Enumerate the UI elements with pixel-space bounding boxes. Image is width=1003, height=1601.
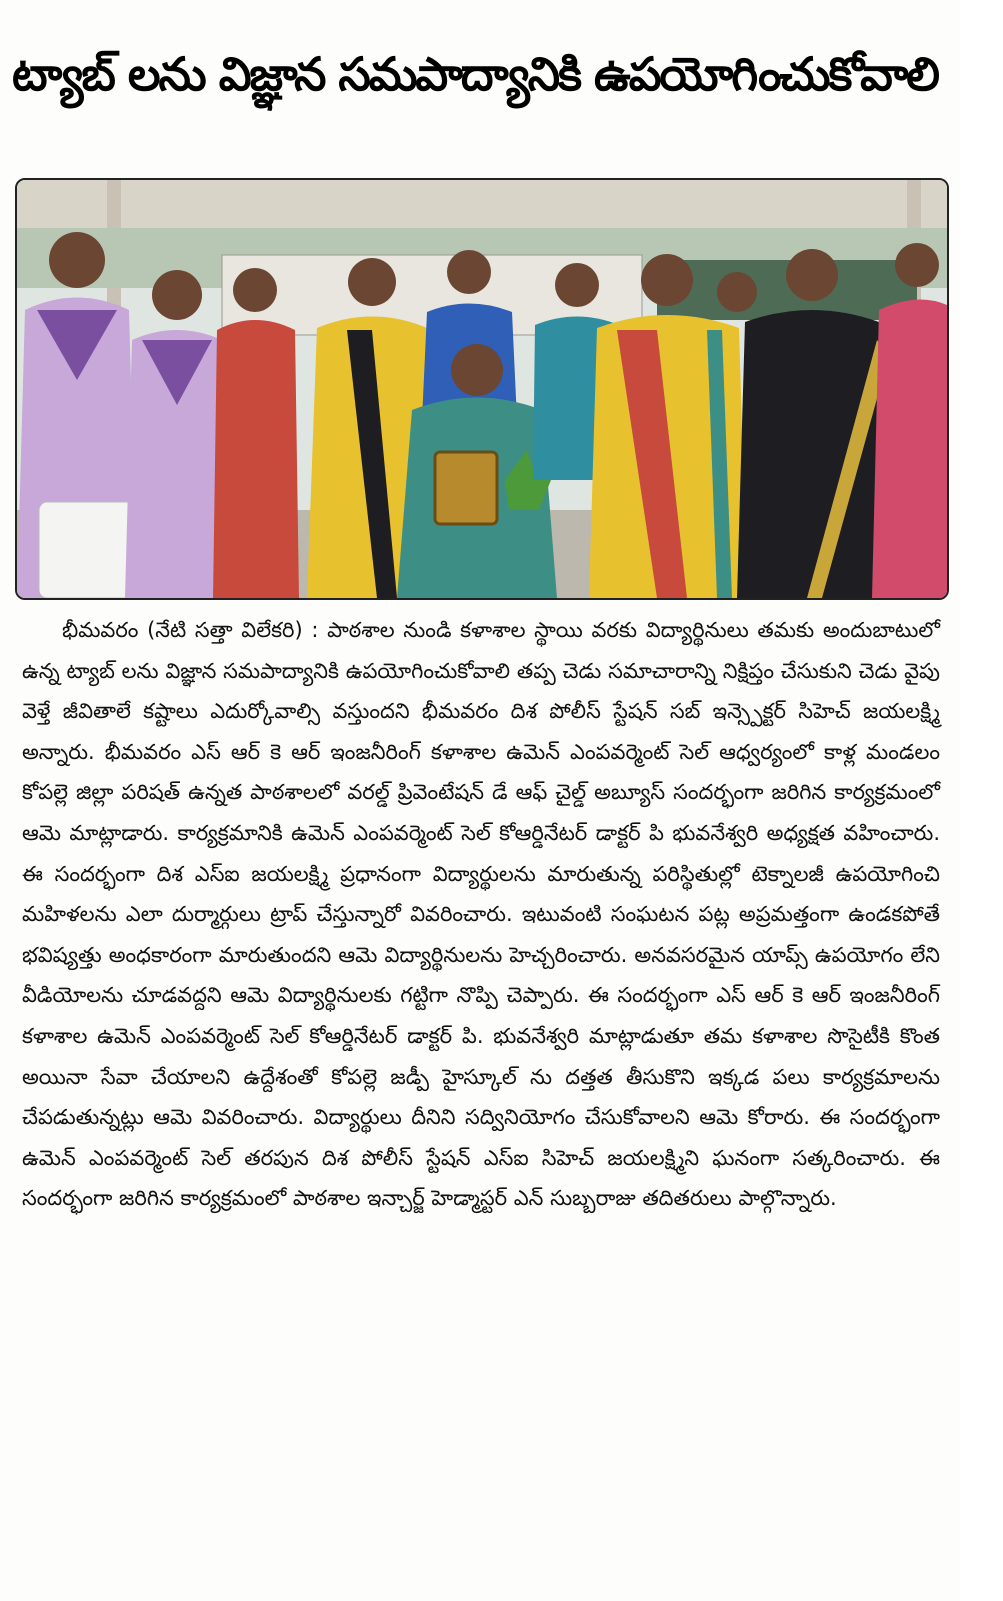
white-box	[39, 502, 135, 598]
group-photo-illustration	[17, 180, 947, 598]
news-photo	[15, 178, 949, 600]
person-woman-back	[717, 272, 757, 312]
headline: ట్యాబ్ లను విజ్ఞాన సమపాద్యానికి ఉపయోగించుకోవాలి	[12, 47, 939, 101]
award-plaque	[435, 452, 497, 524]
article-body: భీమవరం (నేటి సత్తా విలేకరి) : పాఠశాల నుండి కళాశాల స్థాయి వరకు విద్యార్థినులు తమకు అందుబాటులో ఉన్న ట్యాబ్ లను విజ్ఞాన సమపాద్యానికి ఉపయోగించుకోవాలి తప్ప చెడు సమాచారాన్ని నిక్షిప్తం చేసుకుని చెడు వైపు వెళ్తే జీవితాలే కష్టాలు ఎదుర్కోవాల్సి వస్తుందని భీమవరం దిశ పోలీస్ స్టేషన్ సబ్ ఇన్స్పెక్టర్ సిహెచ్ జయలక్ష్మి అన్నారు. భీమవరం ఎస్ ఆర్ కె ఆర్ ఇంజనీరింగ్ కళాశాల ఉమెన్ ఎంపవర్మెంట్ సెల్ ఆధ్వర్యంలో కాళ్ల మండలం కోపల్లె జిల్లా పరిషత్ ఉన్నత పాఠశాలలో వరల్డ్ ప్రివెంటేషన్ డే ఆఫ్ చైల్డ్ అబ్యూస్ సందర్భంగా జరిగిన కార్యక్రమంలో ఆమె మాట్లాడారు. కార్యక్రమానికి ఉమెన్ ఎంపవర్మెంట్ సెల్ కోఆర్డినేటర్ డాక్టర్ పి భువనేశ్వరి అధ్యక్షత వహించారు. ఈ సందర్భంగా దిశ ఎస్ఐ జయలక్ష్మి ప్రధానంగా విద్యార్థులను మారుతున్న పరిస్థితుల్లో టెక్నాలజీ ఉపయోగించి మహిళలను ఎలా దుర్మార్గులు ట్రాప్ చేస్తున్నారో వివరించారు. ఇటువంటి సంఘటన పట్ల అప్రమత్తంగా ఉండకపోతే భవిష్యత్తు అంధకారంగా మారుతుందని ఆమె విద్యార్థినులను హెచ్చరించారు. అనవసరమైన యాప్స్ ఉపయోగం లేని వీడియోలను చూడవద్దని ఆమె విద్యార్థినులకు గట్టిగా నొప్పి చెప్పారు. ఈ సందర్భంగా ఎస్ ఆర్ కె ఆర్ ఇంజనీరింగ్ కళాశాల ఉమెన్ ఎంపవర్మెంట్ సెల్ కోఆర్డినేటర్ డాక్టర్ పి. భువనేశ్వరి మాట్లాడుతూ తమ కళాశాల సొసైటీకి కొంత అయినా సేవా చేయాలని ఉద్దేశంతో కోపల్లె జడ్పీ హైస్కూల్ ను దత్తత తీసుకొని ఇక్కడ పలు కార్యక్రమాలను చేపడుతున్నట్లు ఆమె వివరించారు. విద్యార్థులు దీనిని సద్వినియోగం చేసుకోవాలని ఆమె కోరారు. ఈ సందర్భంగా ఉమెన్ ఎంపవర్మెంట్ సెల్ తరపున దిశ పోలీస్ స్టేషన్ ఎస్ఐ సిహెచ్ జయలక్ష్మిని ఘనంగా సత్కరించారు. ఈ సందర్భంగా జరిగిన కార్యక్రమంలో పాఠశాల ఇన్చార్జ్ హెడ్మాస్టర్ ఎన్ సుబ్బరాజు తదితరులు పాల్గొన్నారు.	[22, 618, 940, 1211]
shelter-roof	[17, 180, 947, 228]
